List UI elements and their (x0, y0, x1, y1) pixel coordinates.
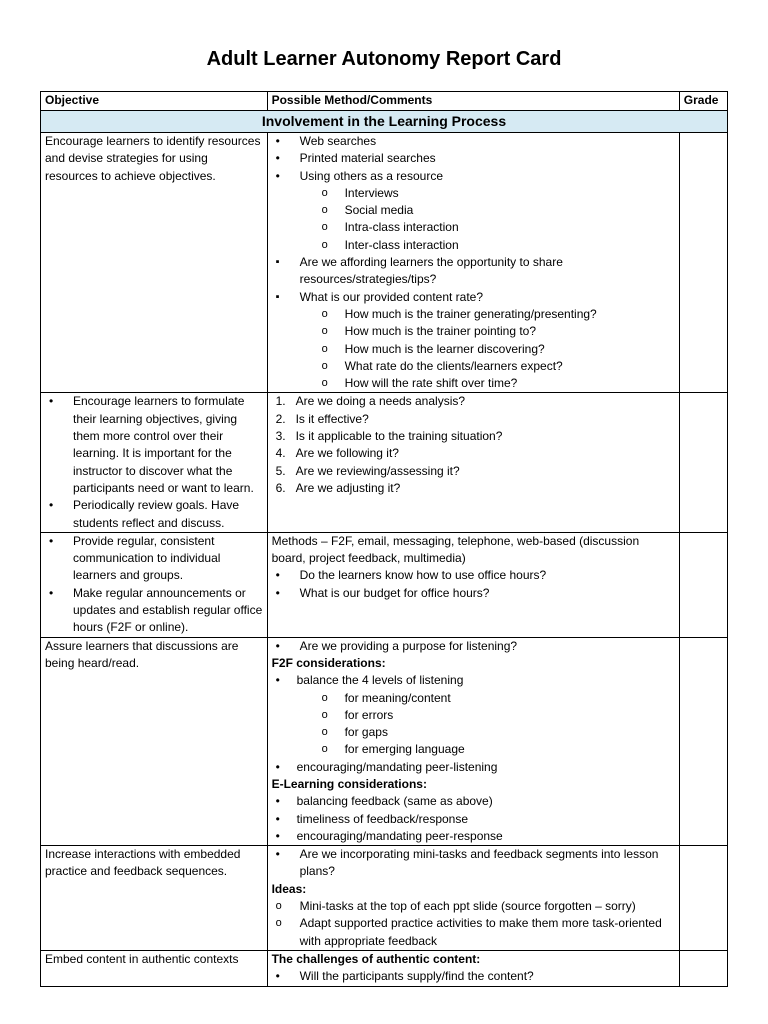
list-item: • Do the learners know how to use office hours? (272, 567, 675, 584)
objective-text: Increase interactions with embedded practice and feedback sequences. (45, 847, 241, 879)
list-item: • balancing feedback (same as above) (272, 793, 675, 810)
page-title: Adult Learner Autonomy Report Card (206, 48, 562, 70)
list-item: o for errors (272, 707, 675, 724)
list-item: • balance the 4 levels of listening (272, 672, 675, 689)
table-row (41, 133, 728, 393)
grade-header: Grade (679, 92, 727, 111)
list-item: o How much is the trainer pointing to? (272, 323, 675, 340)
list-item: • Periodically review goals. Have students reflect and discuss. (45, 497, 263, 532)
grade-cell[interactable] (679, 393, 727, 532)
grade-cell[interactable] (679, 846, 727, 951)
method-cell (267, 846, 679, 951)
table-row (41, 950, 728, 986)
method-cell (267, 532, 679, 637)
list-item: • Printed material searches (272, 150, 675, 167)
authentic-heading: The challenges of authentic content: (271, 951, 481, 966)
list-item: • Web searches (272, 133, 675, 150)
objective-text: Encourage learners to identify resources and devise strategies for using resources to achieve objectives. (45, 134, 261, 183)
method-cell (267, 637, 679, 846)
list-item: • encouraging/mandating peer-response (272, 828, 675, 845)
objective-cell (41, 393, 268, 532)
list-item: 1. Are we doing a needs analysis? (275, 394, 466, 409)
list-item: • Using others as a resource (272, 168, 675, 185)
list-item: o Social media (272, 202, 675, 219)
header-row (41, 92, 728, 111)
list-item: o How will the rate shift over time? (272, 375, 675, 392)
list-item: 5. Are we reviewing/assessing it? (275, 463, 460, 478)
objective-text: Embed content in authentic contexts (45, 951, 239, 966)
method-cell (267, 393, 679, 532)
objective-cell (41, 637, 268, 846)
list-item: • Encourage learners to formulate their learning objectives, giving them more control over their learning. It is important for the instructor to discover what the participants need or want to learn. (45, 393, 263, 497)
list-item: o Intra-class interaction (272, 219, 675, 236)
ideas-heading: Ideas: (271, 881, 307, 896)
grade-cell[interactable] (679, 950, 727, 986)
objective-cell (41, 532, 268, 637)
report-card-table (40, 91, 728, 987)
list-item: • What is our budget for office hours? (272, 585, 675, 602)
list-item: • Provide regular, consistent communication to individual learners and groups. (45, 533, 263, 585)
methods-intro: Methods – F2F, email, messaging, telephone, web-based (discussion board, project feedback, multimedia) (271, 533, 640, 566)
f2f-heading: F2F considerations: (271, 655, 386, 670)
table-row (41, 532, 728, 637)
section-row (41, 111, 728, 133)
objective-text: Assure learners that discussions are being heard/read. (45, 638, 239, 670)
table-row (41, 393, 728, 532)
elearning-heading: E-Learning considerations: (271, 776, 427, 791)
list-item: o Adapt supported practice activities to make them more task-oriented with appropriate feedback (272, 915, 675, 950)
method-cell (267, 133, 679, 393)
list-item: ▪ What is our provided content rate? (272, 289, 675, 306)
list-item: o for gaps (272, 724, 675, 741)
list-item: o Mini-tasks at the top of each ppt slide (source forgotten – sorry) (272, 898, 675, 915)
objective-cell (41, 950, 268, 986)
grade-cell[interactable] (679, 532, 727, 637)
table-row (41, 846, 728, 951)
table-row (41, 637, 728, 846)
list-item: 2. Is it effective? (275, 411, 369, 426)
list-item: o for emerging language (272, 741, 675, 758)
list-item: • timeliness of feedback/response (272, 811, 675, 828)
objective-cell (41, 846, 268, 951)
list-item: o What rate do the clients/learners expect? (272, 358, 675, 375)
list-item: • Are we incorporating mini-tasks and feedback segments into lesson plans? (272, 846, 675, 881)
objective-header: Objective (41, 92, 268, 111)
list-item: • Are we providing a purpose for listening? (272, 638, 675, 655)
section-heading: Involvement in the Learning Process (41, 111, 728, 133)
objective-cell (41, 133, 268, 393)
list-item: 3. Is it applicable to the training situation? (275, 429, 503, 444)
list-item: 6. Are we adjusting it? (275, 480, 401, 495)
list-item: o How much is the trainer generating/presenting? (272, 306, 675, 323)
list-item: o Interviews (272, 185, 675, 202)
method-cell (267, 950, 679, 986)
list-item: o for meaning/content (272, 690, 675, 707)
list-item: o Inter-class interaction (272, 237, 675, 254)
list-item: • Make regular announcements or updates and establish regular office hours (F2F or online). (45, 585, 263, 637)
grade-cell[interactable] (679, 637, 727, 846)
method-header: Possible Method/Comments (267, 92, 679, 111)
list-item: 4. Are we following it? (275, 446, 399, 461)
grade-cell[interactable] (679, 133, 727, 393)
list-item: ▪ Are we affording learners the opportunity to share resources/strategies/tips? (272, 254, 675, 289)
list-item: o How much is the learner discovering? (272, 341, 675, 358)
list-item: • Will the participants supply/find the content? (272, 968, 675, 985)
list-item: • encouraging/mandating peer-listening (272, 759, 675, 776)
